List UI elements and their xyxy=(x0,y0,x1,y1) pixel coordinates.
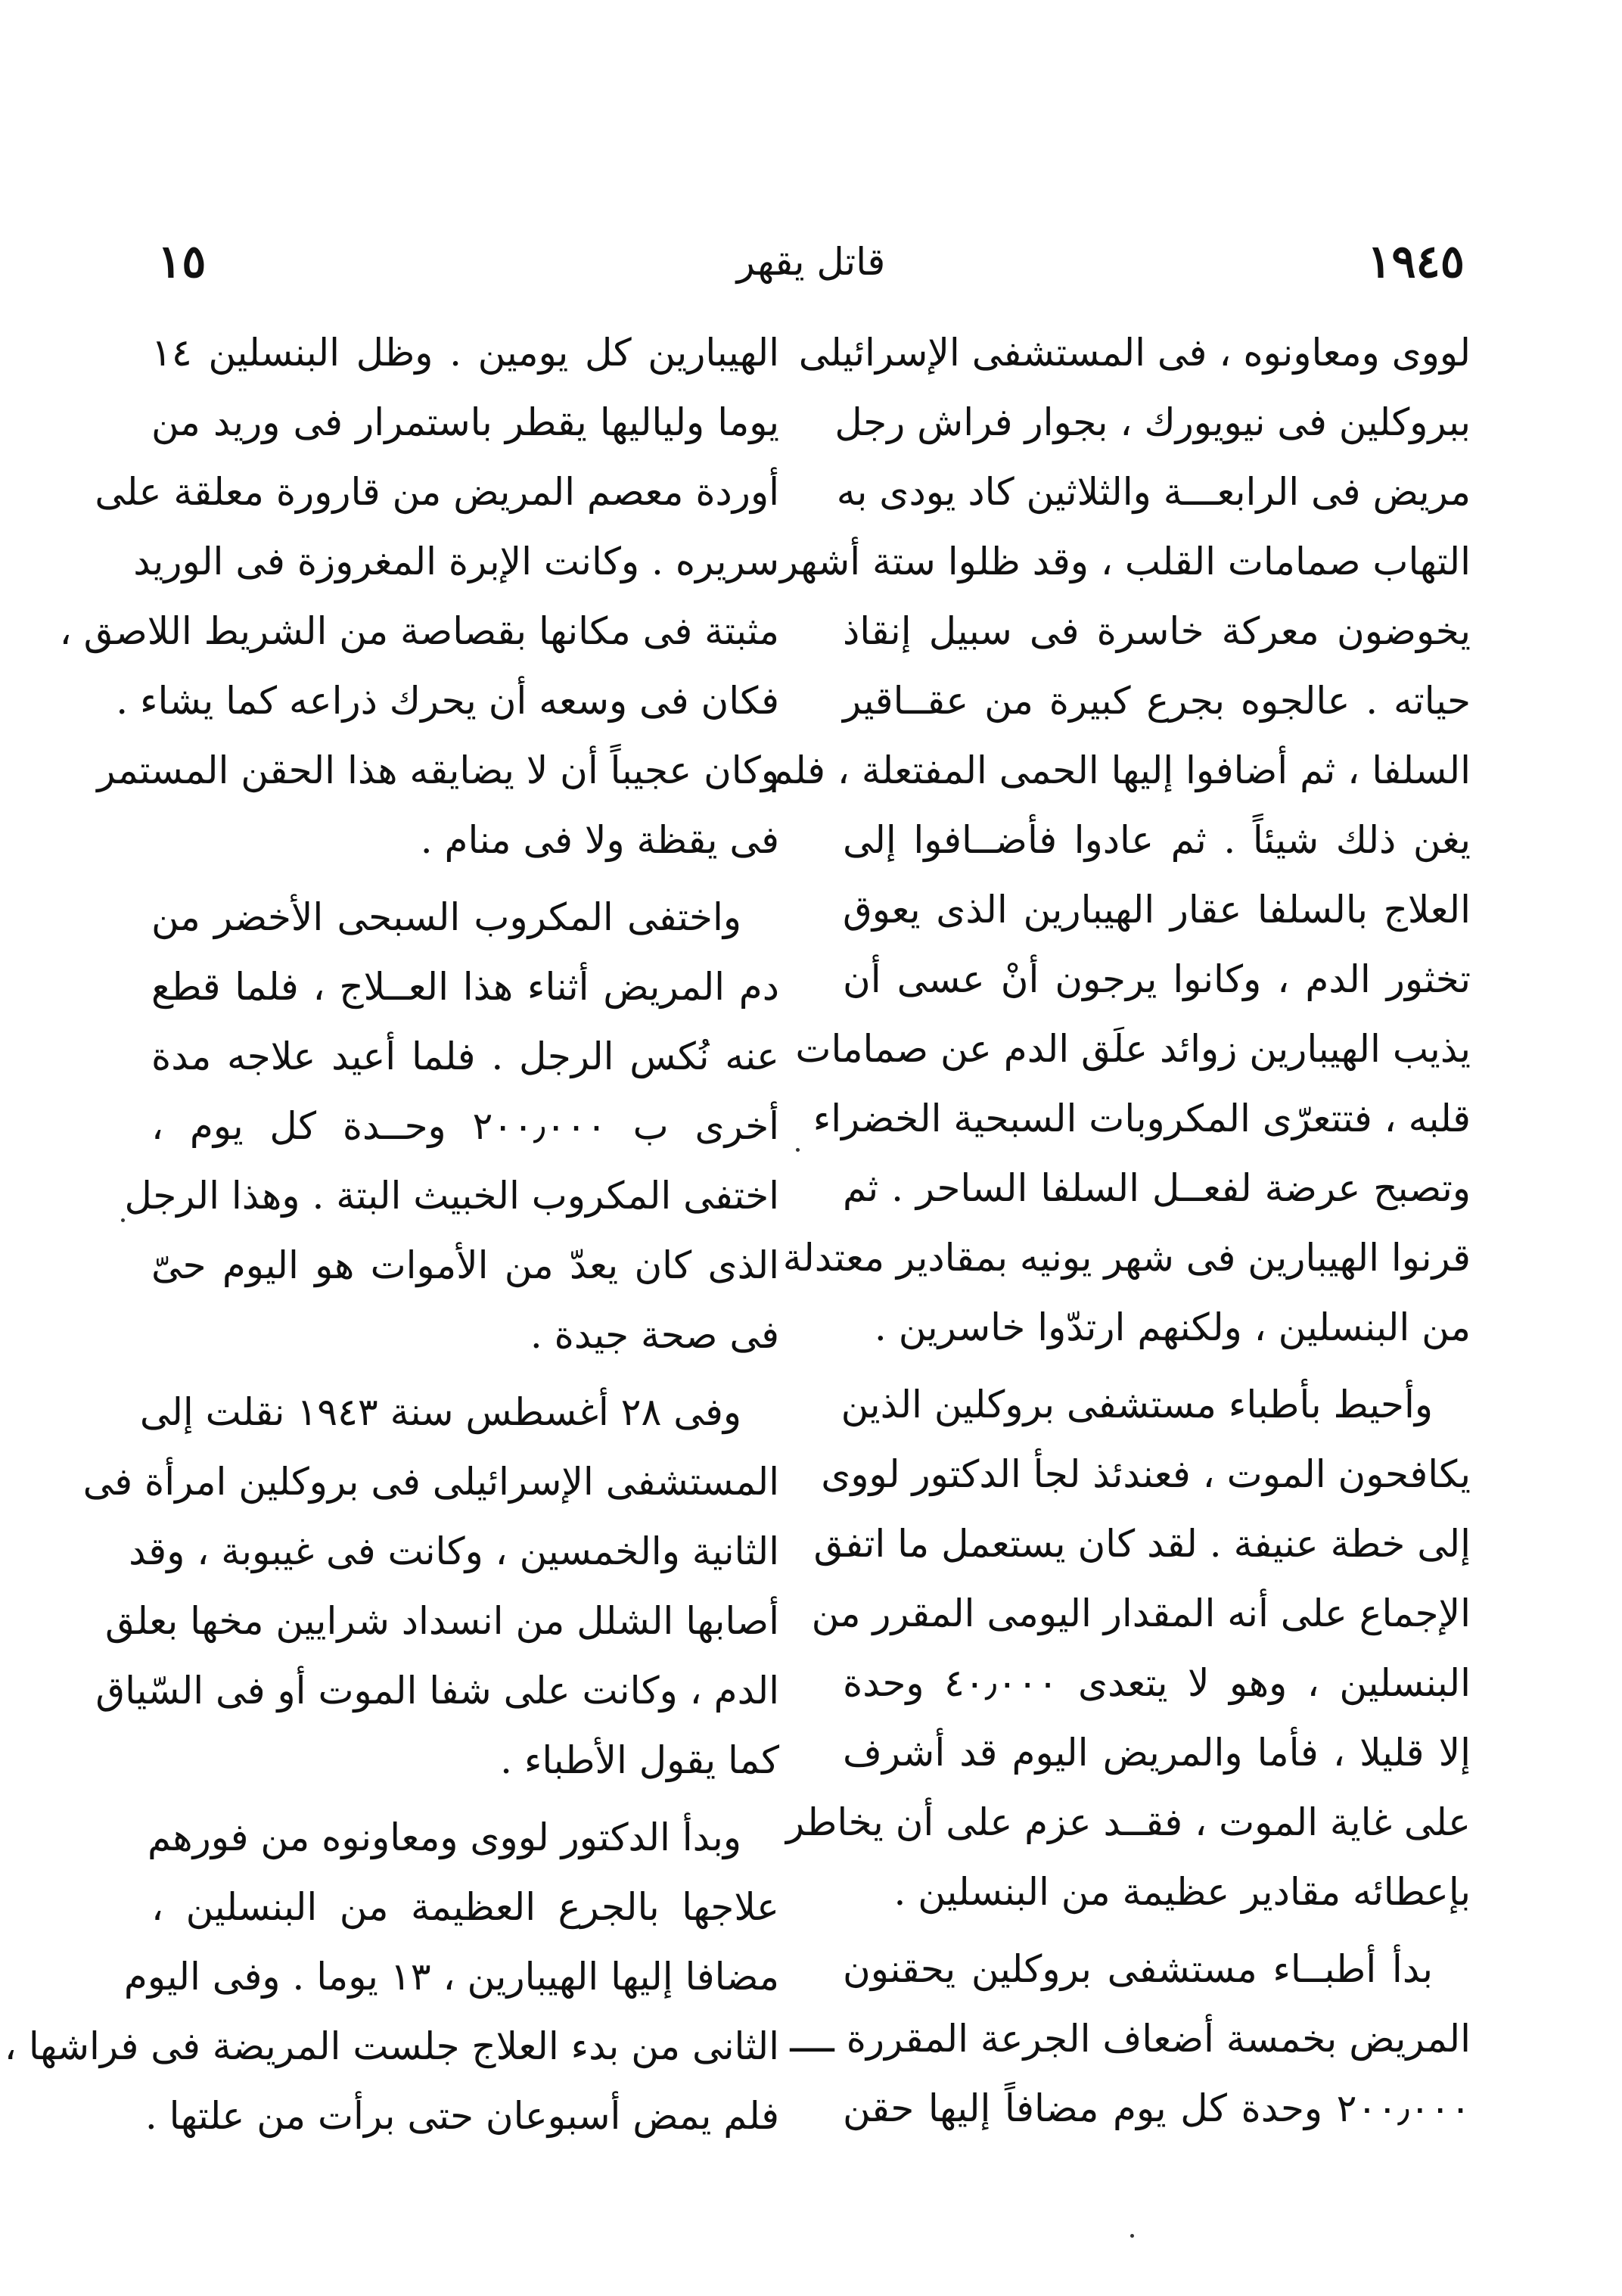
text-line: قرنوا الهيبارين فى شهر يونيه بمقادير معتدلة xyxy=(782,1236,1471,1280)
text-line: قلبه ، فتتعرّى المكروبات السبحية الخضراء xyxy=(813,1097,1471,1140)
text-line: وفى ٢٨ أغسطس سنة ١٩٤٣ نقلت إلى xyxy=(139,1390,741,1434)
paragraph-gap xyxy=(151,1370,779,1377)
text-line: من البنسلين ، ولكنهم ارتدّوا خاسرين . xyxy=(874,1305,1471,1349)
text-line: بدأ أطبــاء مستشفى بروكلين يحقنون xyxy=(843,1947,1433,1991)
text-line: وبدأ الدكتور لووى ومعاونوه من فورهم xyxy=(148,1815,741,1859)
text-line: فكان فى وسعه أن يحرك ذراعه كما يشاء . xyxy=(116,679,779,723)
text-line: اختفى المكروب الخبيث البتة . وهذا الرجل xyxy=(124,1174,779,1218)
text-line: أوردة معصم المريض من قارورة معلقة على xyxy=(95,470,779,514)
text-line: الذى كان يعدّ من الأموات هو اليوم حىّ xyxy=(151,1243,779,1287)
text-line: يكافحون الموت ، فعندئذ لجأ الدكتور لووى xyxy=(821,1452,1471,1496)
paragraph-gap xyxy=(843,1362,1471,1370)
text-line: مثبتة فى مكانها بقصاصة من الشريط اللاصق ، xyxy=(59,609,779,653)
text-line: الثانية والخمسين ، وكانت فى غيبوبة ، وقد xyxy=(129,1529,779,1573)
text-line: ببروكلين فى نيويورك ، بجوار فراش رجل xyxy=(834,400,1471,444)
text-line: الإجماع على أنه المقدار اليومى المقرر من xyxy=(811,1591,1471,1635)
text-line: السلفا ، ثم أضافوا إليها الحمى المفتعلة ، فلم xyxy=(769,748,1471,792)
text-line: يخوضون معركة خاسرة فى سبيل إنقاذ xyxy=(843,609,1471,653)
right-column xyxy=(769,318,1471,2143)
stray-mark xyxy=(796,1148,800,1152)
paragraph-gap xyxy=(151,1795,779,1803)
text-line: العلاج بالسلفا عقار الهيبارين الذى يعوق xyxy=(843,888,1471,932)
text-line: البنسلين ، وهو لا يتعدى ٤٠٫٠٠٠ وحدة xyxy=(843,1661,1471,1705)
text-line: الدم ، وكانت على شفا الموت أو فى السّياق xyxy=(95,1669,779,1713)
running-title: قاتل يقهر xyxy=(736,240,886,284)
text-line: فى يقظة ولا فى منام . xyxy=(420,818,779,862)
text-columns xyxy=(4,318,1471,2149)
text-line: إلا قليلا ، فأما والمريض اليوم قد أشرف xyxy=(843,1731,1471,1775)
stray-mark xyxy=(121,1218,125,1222)
text-line: المريض بخمسة أضعاف الجرعة المقررة ــــ xyxy=(790,2017,1471,2061)
left-column xyxy=(4,318,779,2151)
text-line: حياته . عالجوه بجرع كبيرة من عقــاقير xyxy=(843,679,1471,723)
text-line: سريره . وكانت الإبرة المغروزة فى الوريد xyxy=(133,540,779,583)
text-line: أصابها الشلل من انسداد شرايين مخها بعلق xyxy=(104,1599,779,1643)
text-line: فى صحة جيدة . xyxy=(530,1313,779,1357)
text-line: وتصبح عرضة لفعــل السلفا الساحر . ثم xyxy=(843,1166,1471,1210)
text-line: مضافا إليها الهيبارين ، ١٣ يوما . وفى اليوم xyxy=(123,1955,779,1999)
stray-mark xyxy=(1130,2234,1134,2238)
text-line: ٢٠٠٫٠٠٠ وحدة كل يوم مضافاً إليها حقن xyxy=(843,2086,1471,2130)
text-line: يغن ذلك شيئاً . ثم عادوا فأضــافوا إلى xyxy=(843,818,1471,862)
page-header xyxy=(151,224,1471,300)
text-line: بإعطائه مقادير عظيمة من البنسلين . xyxy=(893,1870,1471,1914)
text-line: المستشفى الإسرائيلى فى بروكلين امرأة فى xyxy=(82,1460,779,1504)
text-line: الهيبارين كل يومين . وظل البنسلين ١٤ xyxy=(151,331,779,375)
text-line: يوما ولياليها يقطر باستمرار فى وريد من xyxy=(151,400,779,444)
text-line: واختفى المكروب السبحى الأخضر من xyxy=(151,895,741,939)
text-line: على غاية الموت ، فقــد عزم على أن يخاطر xyxy=(786,1800,1471,1844)
text-line: وأحيط بأطباء مستشفى بروكلين الذين xyxy=(841,1383,1433,1426)
text-line: أخرى ب ٢٠٠٫٠٠٠ وحــدة كل يوم ، xyxy=(151,1104,779,1148)
text-line: مريض فى الرابعـــة والثلاثين كاد يودى به xyxy=(836,470,1471,514)
text-line: فلم يمض أسبوعان حتى برأت من علتها . xyxy=(144,2094,779,2138)
running-year: ١٩٤٥ xyxy=(1367,235,1465,288)
text-line: الثانى من بدء العلاج جلست المريضة فى فراشها ، xyxy=(4,2024,779,2068)
text-line: كما يقول الأطباء . xyxy=(500,1738,779,1782)
paragraph-gap xyxy=(843,1927,1471,1934)
paragraph-gap xyxy=(151,875,779,882)
text-line: لووى ومعاونوه ، فى المستشفى الإسرائيلى xyxy=(798,331,1471,375)
text-line: علاجها بالجرع العظيمة من البنسلين ، xyxy=(151,1885,779,1929)
text-line: يذيب الهيبارين زوائد علَق الدم عن صمامات xyxy=(795,1027,1471,1071)
text-line: إلى خطة عنيفة . لقد كان يستعمل ما اتفق xyxy=(813,1522,1471,1566)
text-line: وكان عجيباً أن لا يضايقه هذا الحقن المستمر xyxy=(97,748,779,792)
page-number: ١٥ xyxy=(157,235,207,288)
text-line: تخثور الدم ، وكانوا يرجون أنْ عسى أن xyxy=(843,957,1471,1001)
text-line: دم المريض أثناء هذا العــلاج ، فلما قطع xyxy=(151,965,779,1009)
text-line: التهاب صمامات القلب ، وقد ظلوا ستة أشهر xyxy=(779,540,1471,583)
text-line: عنه نُكس الرجل . فلما أعيد علاجه مدة xyxy=(151,1034,779,1078)
